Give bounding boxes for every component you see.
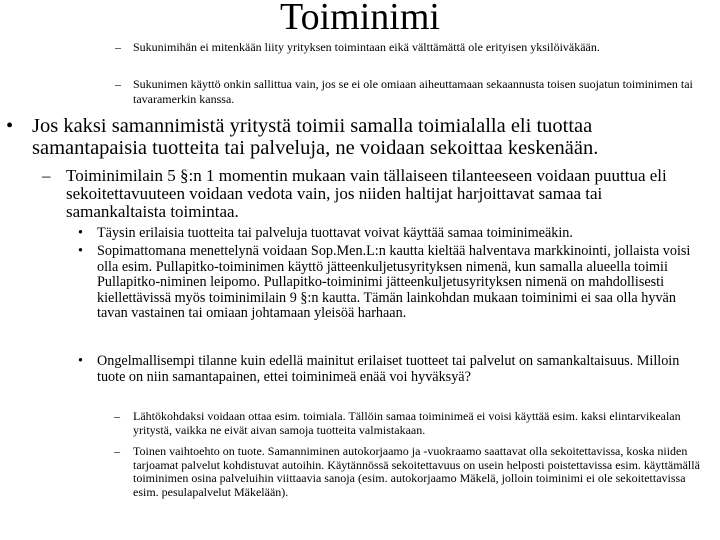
dash-marker: – [42, 166, 51, 185]
bullet-marker: • [78, 353, 83, 369]
bottom-dash-2-text: Toinen vaihtoehto on tuote. Samanniminen autokorjaamo ja -vuokraamo saattavat olla sekoitettavissa, koska niiden tarjoamat palvelut kohdistuvat autoihin. Käytännössä sekoitettavuus on usein helposti poistettavissa esim. käyttämällä toiminimen osina palveluihin viittaavia sanoja (esim. autokorjaamo Mäkelä, jolloin toiminimi ei ole sekoitettavissa esim. pesulapalvelut Mäkelään). [133, 444, 700, 499]
slide-title: Toiminimi [280, 0, 440, 38]
bullet-marker: • [78, 243, 83, 259]
main-bullet-text: Jos kaksi samannimistä yritystä toimii samalla toimialalla eli tuottaa samantapaisia tuotteita tai palveluja, ne voidaan sekoittaa keskenään. [32, 115, 599, 159]
dash-marker: – [114, 409, 120, 423]
dash-marker: – [115, 77, 121, 91]
sub-bullet-2-text: Sopimattomana menettelynä voidaan Sop.Men.L:n kautta kieltää halventava markkinointi, jollaista voisi olla esim. Pullapitko-toiminimen käyttö jätteenkuljetusyrityksen nimenä, kun samalla alueella toimii Pullapitko-niminen leipomo. Pullapitko-toiminimi jätteenkuljetusyrityksen nimenä on mahdollisesti kiellettävissä myös toiminimilain 9 §:n kautta. Tämän lainkohdan mukaan toiminimi ei saa olla hyvän tavan vastainen tai omiaan johtamaan yleisöä harhaan. [97, 243, 691, 322]
dash-marker: – [115, 40, 121, 54]
sub-bullet-1-text: Täysin erilaisia tuotteita tai palveluja tuottavat voivat käyttää samaa toiminimeäkin. [97, 225, 573, 241]
dash-marker: – [114, 444, 120, 458]
bottom-dash-1-text: Lähtökohdaksi voidaan ottaa esim. toimiala. Tällöin samaa toiminimeä ei voisi käyttää esim. kaksi elintarvikealan yritystä, vaikka ne eivät aivan samoja tuotteita valmistakaan. [133, 409, 681, 437]
sub-dash-text: Toiminimilain 5 §:n 1 momentin mukaan vain tällaiseen tilanteeseen voidaan puuttua eli sekoitettavuuteen voidaan vedota vain, jos niiden haltijat harjoittavat samaa tai samankaltaista toimintaa. [66, 166, 667, 221]
top-dash-2-text: Sukunimen käyttö onkin sallittua vain, jos se ei ole omiaan aiheuttamaan sekaannusta toisen suojatun toiminimen tai tavaramerkin kanssa. [133, 77, 693, 106]
bullet-marker: • [6, 115, 14, 137]
bullet-marker: • [78, 225, 83, 241]
top-dash-1-text: Sukunimihän ei mitenkään liity yrityksen toimintaan eikä välttämättä ole erityisen yksilöiväkään. [133, 40, 600, 54]
sub-bullet-3-text: Ongelmallisempi tilanne kuin edellä mainitut erilaiset tuotteet tai palvelut on samankaltaisuus. Milloin tuote on niin samantapainen, ettei toiminimeä enää voi hyväksyä? [97, 353, 680, 385]
